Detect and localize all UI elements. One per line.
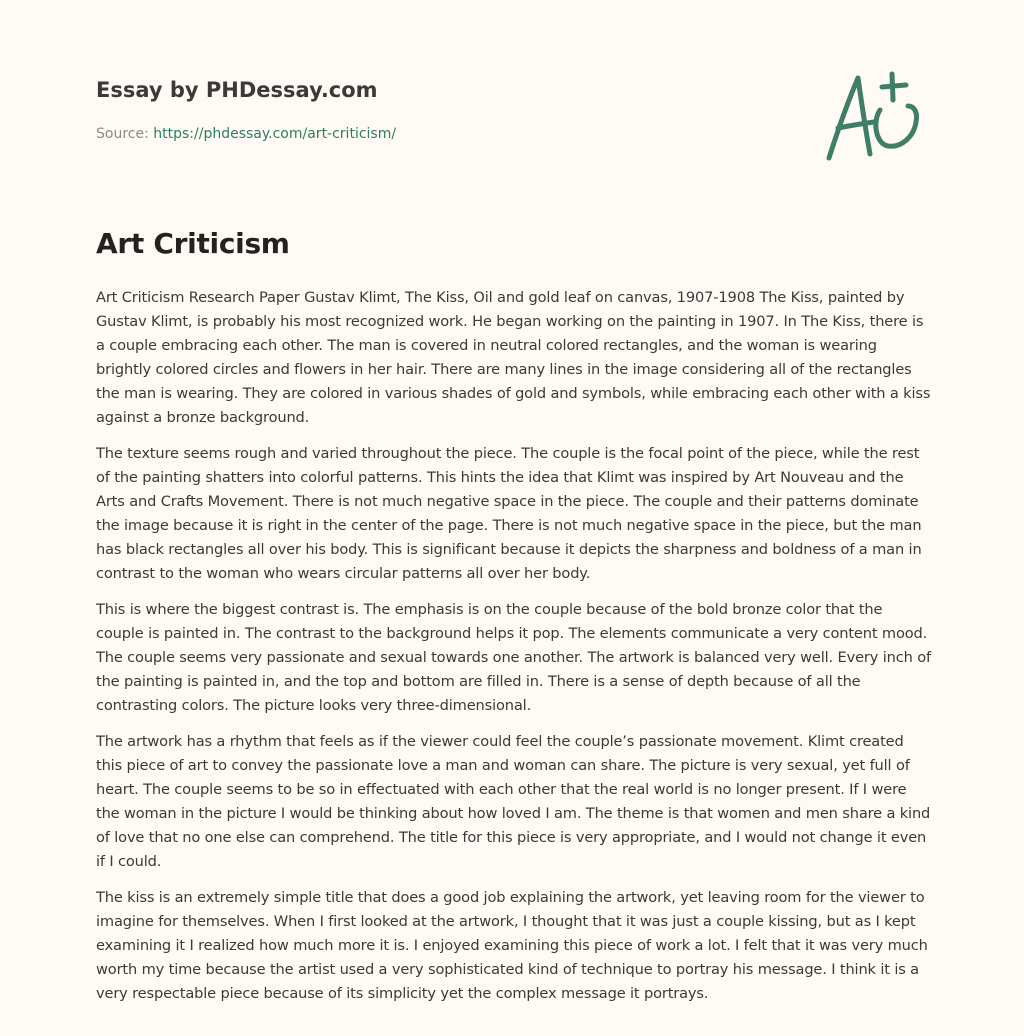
- source-label: Source:: [96, 126, 154, 142]
- source-line: [96, 124, 936, 144]
- essay-paragraph: This is where the biggest contrast is. The emphasis is on the couple because of the bold bronze color that the couple is painted in. The contrast to the background helps it pop. The elements communicate a very content mood. The couple seems very passionate and sexual towards one another. The artwork is balanced very well. Every inch of the painting is painted in, and the top and bottom are filled in. There is a sense of depth because of all the contrasting colors. The picture looks very three-dimensional.: [96, 601, 931, 714]
- essay-title: Art Criticism: [96, 227, 290, 260]
- essay-paragraph: Art Criticism Research Paper Gustav Klimt, The Kiss, Oil and gold leaf on canvas, 1907-1908 The Kiss, painted by Gustav Klimt, is probably his most recognized work. He began working on the painting in 1907. In The Kiss, there is a couple embracing each other. The man is covered in neutral colored rectangles, and the woman is wearing brightly colored circles and flowers in her hair. There are many lines in the image considering all of the rectangles the man is wearing. They are colored in various shades of gold and symbols, while embracing each other with a kiss against a bronze background.: [96, 289, 931, 426]
- essay-body: [96, 286, 932, 1018]
- brand-title: Essay by PHDessay.com: [96, 78, 378, 102]
- essay-paragraph: The artwork has a rhythm that feels as if the viewer could feel the couple’s passionate movement. Klimt created this piece of art to convey the passionate love a man and woman can share. The picture is very sexual, yet full of heart. The couple seems to be so in effectuated with each other that the real world is no longer present. If I were the woman in the picture I would be thinking about how loved I am. The theme is that women and men share a kind of love that no one else can comprehend. The title for this piece is very appropriate, and I would not change it even if I could.: [96, 733, 931, 870]
- essay-paragraph: The texture seems rough and varied throughout the piece. The couple is the focal point of the piece, while the rest of the painting shatters into colorful patterns. This hints the idea that Klimt was inspired by Art Nouveau and the Arts and Crafts Movement. There is not much negative space in the piece. The couple and their patterns dominate the image because it is right in the center of the page. There is not much negative space in the piece, but the man has black rectangles all over his body. This is significant because it depicts the sharpness and boldness of a man in contrast to the woman who wears circular patterns all over her body.: [96, 445, 922, 582]
- page-header: [96, 76, 936, 144]
- essay-paragraph: The kiss is an extremely simple title that does a good job explaining the artwork, yet leaving room for the viewer to imagine for themselves. When I first looked at the artwork, I thought that it was just a couple kissing, but as I kept examining it I realized how much more it is. I enjoyed examining this piece of work a lot. I felt that it was very much worth my time because the artist used a very sophisticated kind of technique to portray his message. I think it is a very respectable piece because of its simplicity yet the complex message it portrays.: [96, 889, 928, 1002]
- a-plus-grade-icon: [822, 66, 928, 166]
- source-link[interactable]: https://phdessay.com/art-criticism/: [153, 126, 397, 142]
